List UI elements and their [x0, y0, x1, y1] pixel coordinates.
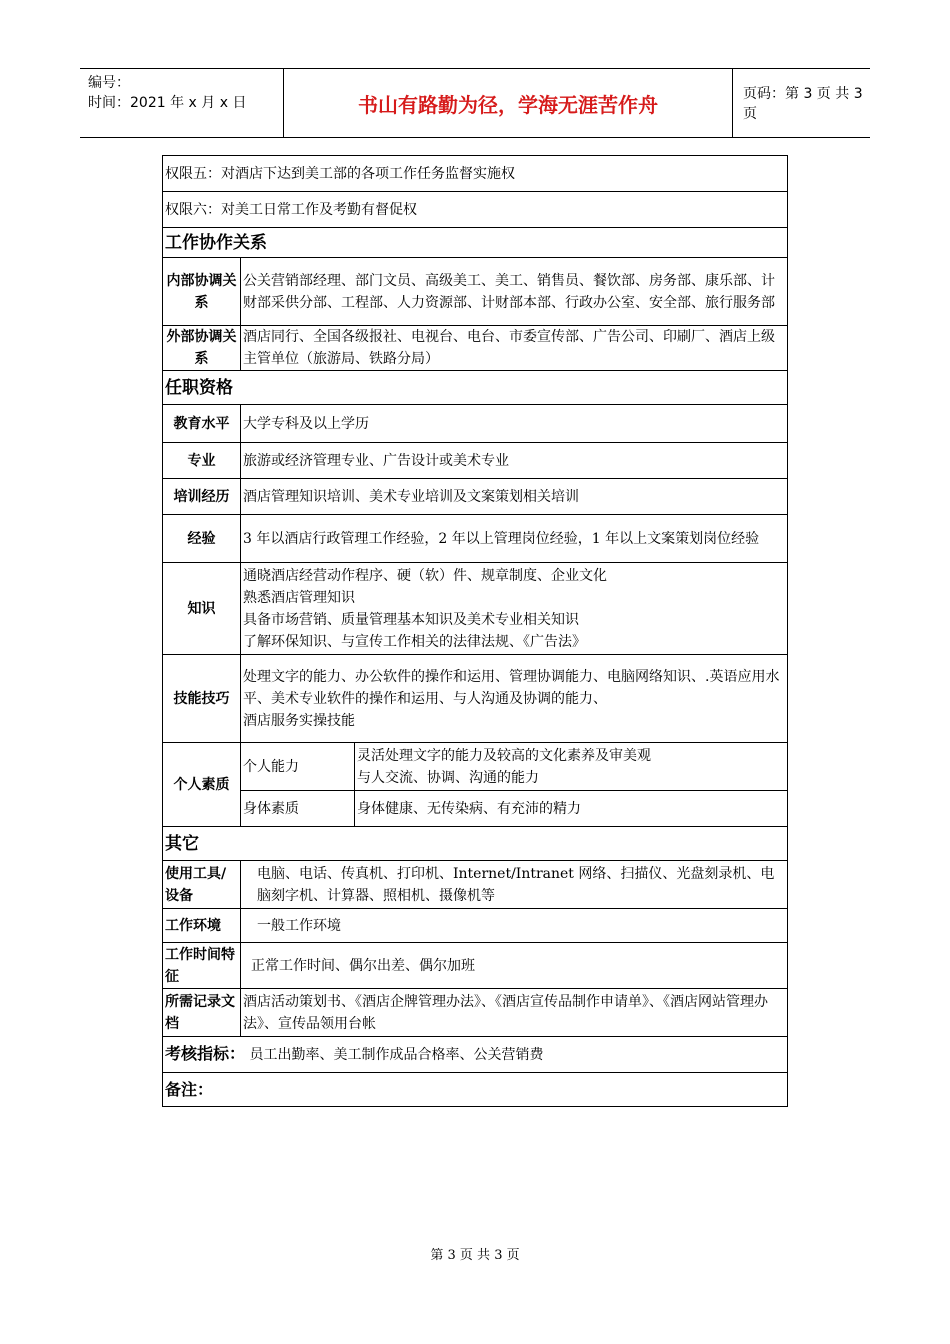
ability-label: 个人能力: [241, 743, 355, 791]
work-time-text: 正常工作时间、偶尔出差、偶尔加班: [241, 943, 788, 989]
education-text: 大学专科及以上学历: [241, 405, 788, 443]
header-meta: [80, 69, 283, 137]
time-label: 时间：2021 年 x 月 x 日: [88, 95, 247, 111]
authority-six: 权限六：对美工日常工作及考勤有督促权: [163, 192, 788, 228]
section-collaboration: 工作协作关系: [163, 228, 788, 258]
assessment-text: 员工出勤率、美工制作成品合格率、公关营销费: [249, 1047, 544, 1063]
experience-label: 经验: [163, 515, 241, 563]
ability-line: 与人交流、协调、沟通的能力: [357, 769, 539, 786]
ability-text: [355, 743, 788, 791]
documents-label: 所需记录文档: [163, 989, 241, 1037]
external-coordination-label: 外部协调关系: [163, 326, 241, 371]
knowledge-text: [241, 563, 788, 655]
work-time-label: 工作时间特征: [163, 943, 241, 989]
skills-line: 酒店服务实操技能: [243, 712, 355, 729]
page-footer: 第 3 页 共 3 页: [430, 1248, 520, 1263]
authority-five: 权限五：对酒店下达到美工部的各项工作任务监督实施权: [163, 156, 788, 192]
external-coordination-text: 酒店同行、全国各级报社、电视台、电台、市委宣传部、广告公司、印刷厂、酒店上级主管单位（旅游局、铁路分局）: [241, 326, 788, 371]
page-header: [80, 68, 870, 138]
knowledge-line: 通晓酒店经营动作程序、硬（软）件、规章制度、企业文化: [243, 567, 607, 584]
knowledge-line: 具备市场营销、质量管理基本知识及美术专业相关知识: [243, 611, 579, 628]
assessment-label: 考核指标：: [165, 1044, 246, 1063]
ability-line: 灵活处理文字的能力及较高的文化素养及审美观: [357, 747, 651, 764]
section-other: 其它: [163, 827, 788, 861]
skills-line: 处理文字的能力、办公软件的操作和运用、管理协调能力、电脑网络知识、.英语应用水平、美术专业软件的操作和运用、与人沟通及协调的能力、: [243, 668, 780, 707]
physical-label: 身体素质: [241, 791, 355, 827]
assessment-row: [163, 1037, 788, 1073]
internal-coordination-label: 内部协调关系: [163, 258, 241, 326]
environment-label: 工作环境: [163, 909, 241, 943]
knowledge-line: 了解环保知识、与宣传工作相关的法律法规、《广告法》: [243, 633, 586, 650]
major-label: 专业: [163, 443, 241, 479]
physical-text: 身体健康、无传染病、有充沛的精力: [355, 791, 788, 827]
knowledge-label: 知识: [163, 563, 241, 655]
training-text: 酒店管理知识培训、美术专业培训及文案策划相关培训: [241, 479, 788, 515]
header-page-code: 页码：第 3 页 共 3 页: [743, 86, 863, 122]
major-text: 旅游或经济管理专业、广告设计或美术专业: [241, 443, 788, 479]
header-motto: 书山有路勤为径，学海无涯苦作舟: [283, 69, 733, 137]
knowledge-line: 熟悉酒店管理知识: [243, 589, 355, 606]
training-label: 培训经历: [163, 479, 241, 515]
job-description-table: [162, 155, 788, 1107]
personal-quality-label: 个人素质: [163, 743, 241, 827]
experience-text: 3 年以酒店行政管理工作经验，2 年以上管理岗位经验，1 年以上文案策划岗位经验: [241, 515, 788, 563]
remarks-label: 备注：: [163, 1073, 788, 1107]
internal-coordination-text: 公关营销部经理、部门文员、高级美工、美工、销售员、餐饮部、房务部、康乐部、计财部采供分部、工程部、人力资源部、计财部本部、行政办公室、安全部、旅行服务部: [241, 258, 788, 326]
section-qualifications: 任职资格: [163, 371, 788, 405]
skills-text: [241, 655, 788, 743]
documents-text: 酒店活动策划书、《酒店企牌管理办法》、《酒店宣传品制作申请单》、《酒店网站管理办法》、宣传品领用台帐: [241, 989, 788, 1037]
education-label: 教育水平: [163, 405, 241, 443]
skills-label: 技能技巧: [163, 655, 241, 743]
tools-label: 使用工具/设备: [163, 861, 241, 909]
tools-text: 电脑、电话、传真机、打印机、Internet/Intranet 网络、扫描仪、光盘刻录机、电脑刻字机、计算器、照相机、摄像机等: [241, 861, 788, 909]
environment-text: 一般工作环境: [241, 909, 788, 943]
number-label: 编号：: [88, 75, 130, 91]
